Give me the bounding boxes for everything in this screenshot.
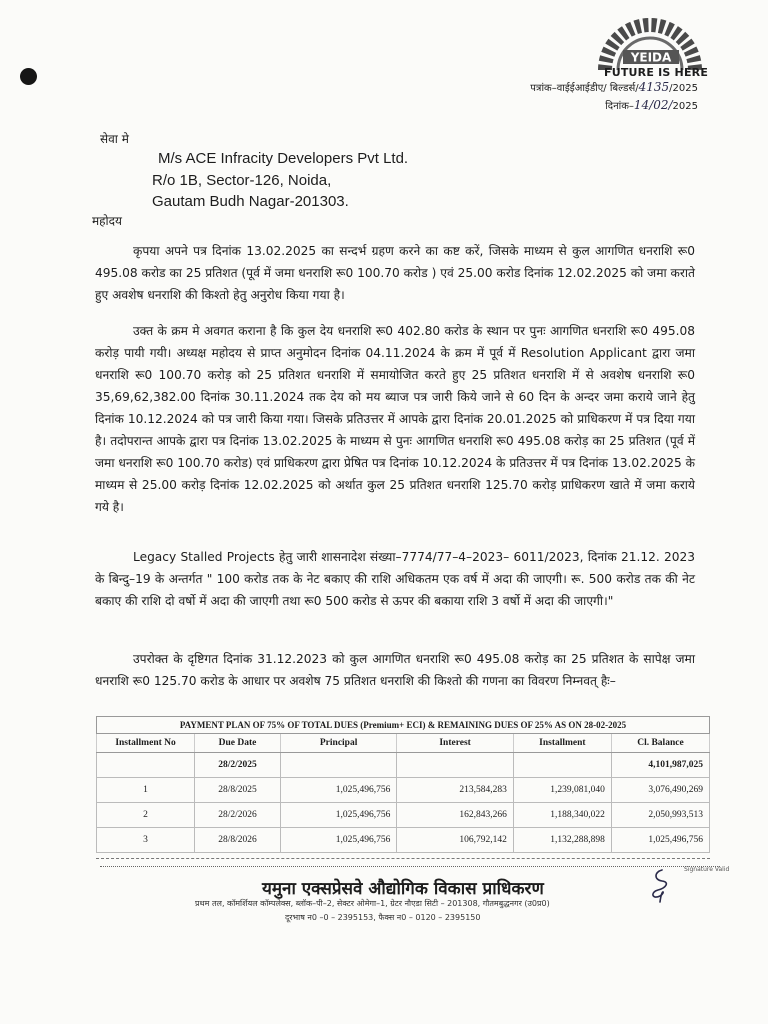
paragraph-1 (95, 240, 695, 306)
table-cell: 3 (97, 828, 195, 853)
table-cell (513, 753, 611, 778)
logo-text: YEIDA (630, 50, 672, 65)
table-cell: 1,132,288,898 (513, 828, 611, 853)
ref-prefix: पत्रांक–वाईईआईडीए/ बिल्डर्स/ (530, 83, 639, 94)
table-row (97, 803, 710, 828)
table-cell (97, 753, 195, 778)
table-row (97, 778, 710, 803)
table-cell: 1,025,496,756 (280, 803, 396, 828)
paragraph-4 (95, 648, 695, 692)
table-torn-edge (96, 858, 710, 859)
ref-number-handwritten: 4135 (638, 80, 670, 94)
table-cell: 1 (97, 778, 195, 803)
table-cell: 213,584,283 (397, 778, 513, 803)
signature (640, 866, 680, 906)
paragraph-2 (95, 320, 695, 518)
salutation: महोदय (92, 214, 122, 228)
column-header: Due Date (195, 734, 281, 753)
column-header: Principal (280, 734, 396, 753)
table-cell: 28/2/2025 (195, 753, 281, 778)
paragraph-4-text: उपरोक्त के दृष्टिगत दिनांक 31.12.2023 को कुल आगणित धनराशि रू0 495.08 करोड़ का 25 प्रतिशत के सापेक्ष जमा धनराशि रू0 125.70 करोड के आधार पर अवशेष 75 प्रतिशत धनराशि की किश्तो की गणना का विवरण निम्नवत् हैः– (95, 652, 695, 688)
column-header: Interest (397, 734, 513, 753)
table-cell: 28/8/2026 (195, 828, 281, 853)
table-cell: 4,101,987,025 (611, 753, 709, 778)
table-cell: 1,239,081,040 (513, 778, 611, 803)
table-cell (280, 753, 396, 778)
letter-date (605, 98, 698, 112)
column-header: Installment No (97, 734, 195, 753)
date-handwritten: 14/02/ (633, 98, 673, 112)
tagline: FUTURE IS HERE (604, 66, 709, 79)
recipient-address-line: R/o 1B, Sector-126, Noida, (152, 172, 332, 189)
footer-phone: दूरभाष न0 –0 – 2395153, फैक्स न0 – 0120 – 2395150 (285, 913, 481, 922)
paragraph-1-text: कृपया अपने पत्र दिनांक 13.02.2025 का सन्दर्भ ग्रहण करने का कष्ट करें, जिसके माध्यम से कुल आगणित धनराशि रू0 495.08 करोड का 25 प्रतिशत (पूर्व में जमा धनराशि रू0 100.70 करोड ) एवं 25.00 करोड दिनांक 12.02.2025 को जमा कराते हुए अवशेष धनराशि की किश्तो हेतु अनुरोध किया गया है। (95, 244, 695, 302)
table-cell (397, 753, 513, 778)
recipient-city-line: Gautam Budh Nagar-201303. (152, 193, 349, 210)
table-row (97, 753, 710, 778)
table-cell: 1,025,496,756 (611, 828, 709, 853)
date-prefix: दिनांक– (605, 101, 634, 112)
reference-number (530, 80, 698, 94)
table-cell: 2,050,993,513 (611, 803, 709, 828)
table-cell: 3,076,490,269 (611, 778, 709, 803)
paragraph-3 (95, 546, 695, 612)
date-year: 2025 (672, 101, 698, 112)
table-cell: 28/8/2025 (195, 778, 281, 803)
signature-note: Signature Valid (684, 866, 730, 873)
footer-address: प्रथम तल, कॉमर्शियल कॉम्पलेक्स, ब्लॉक–पी–2, सेक्टर ओमेगा–1, ग्रेटर नौएडा सिटी – 201308, गौतमबुद्धनगर (उ0प्र0) (195, 899, 550, 908)
table-cell: 1,025,496,756 (280, 828, 396, 853)
column-header: Cl. Balance (611, 734, 709, 753)
table-row (97, 828, 710, 853)
table-cell: 162,843,266 (397, 803, 513, 828)
table-cell: 28/2/2026 (195, 803, 281, 828)
column-header: Installment (513, 734, 611, 753)
table-cell: 1,025,496,756 (280, 778, 396, 803)
table-cell: 106,792,142 (397, 828, 513, 853)
greeting: सेवा मे (100, 132, 129, 146)
footer-divider (100, 866, 720, 867)
ref-year: /2025 (669, 83, 698, 94)
punch-hole (20, 68, 37, 85)
payment-plan-table (96, 716, 710, 853)
table-caption: PAYMENT PLAN OF 75% OF TOTAL DUES (Premium+ ECI) & REMAINING DUES OF 25% AS ON 28-02-2025 (97, 717, 710, 734)
footer-title: यमुना एक्सप्रेसवे औद्योगिक विकास प्राधिकरण (262, 879, 544, 899)
table-cell: 2 (97, 803, 195, 828)
paragraph-2-text: उक्त के क्रम मे अवगत कराना है कि कुल देय धनराशि रू0 402.80 करोड के स्थान पर पुनः आगणित धनराशि रू0 495.08 करोड़ पायी गयी। अध्यक्ष महोदय से प्राप्त अनुमोदन दिनांक 04.11.2024 के क्रम में पूर्व में Resolution Applicant द्वारा जमा धनराशि रू0 100.70 करोड़ को 25 प्रतिशत धनराशि में समायोजित करते हुए 25 प्रतिशत धनराशि में से अवशेष धनराशि रू0 35,69,62,382.00 दिनांक 30.11.2024 तक देय को मय ब्याज पत्र जारी किये जाने से 60 दिन के अन्दर जमा कराये जाने हेतु दिनांक 10.12.2024 को पत्र जारी किया गया। जिसके प्रतिउत्तर में आपके द्वारा दिनांक 20.01.2025 को प्राधिकरण में पत्र दिया गया है। तदोपरान्त आपके द्वारा पत्र दिनांक 13.02.2025 के माध्यम से पुनः आगणित धनराशि रू0 495.08 करोड़ का 25 प्रतिशत (पूर्व में जमा धनराशि रू0 100.70 करोड) एवं प्राधिकरण द्वारा प्रेषित पत्र दिनांक 10.12.2024 के प्रतिउत्तर में पत्र दिनांक 13.02.2025 के माध्यम से 25.00 करोड़ दिनांक 12.02.2025 को अर्थात कुल 25 प्रतिशत धनराशि 125.70 करोड़ प्राधिकरण खाते में जमा कराये गये है। (95, 324, 695, 514)
paragraph-3-text: Legacy Stalled Projects हेतु जारी शासनादेश संख्या–7774/77–4–2023– 6011/2023, दिनांक 21.12. 2023 के बिन्दु–19 के अन्तर्गत " 100 करोड तक के नेट बकाए की राशि अधिकतम एक वर्ष में अदा की जाएगी। रू. 500 करोड तक की नेट बकाए की राशि दो वर्षो में अदा की जाएगी तथा रू0 500 करोड से ऊपर की बकाया राशि 3 वर्षो में अदा की जाएगी।" (95, 550, 695, 608)
recipient-name: M/s ACE Infracity Developers Pvt Ltd. (158, 150, 409, 167)
table-cell: 1,188,340,022 (513, 803, 611, 828)
